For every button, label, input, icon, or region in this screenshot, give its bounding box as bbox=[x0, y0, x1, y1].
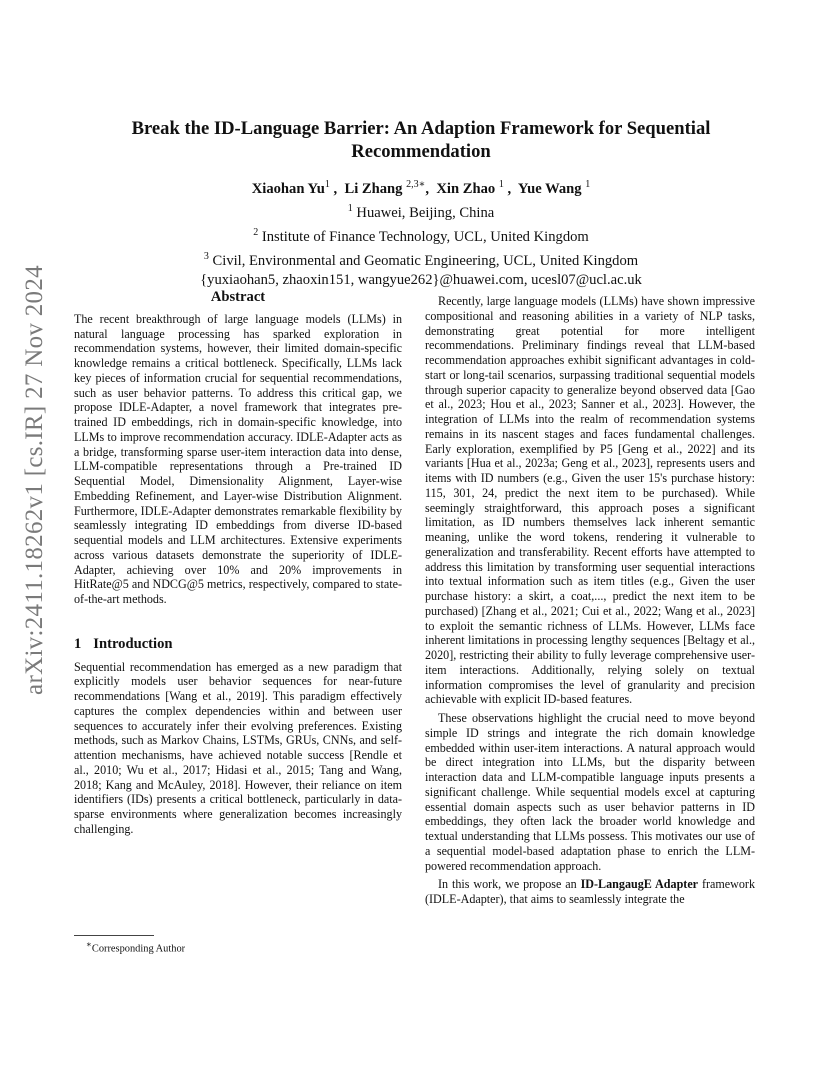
title-line-1: Break the ID-Language Barrier: An Adaption Framework for Sequential bbox=[131, 118, 711, 139]
author-affil-mark: 1 bbox=[498, 179, 504, 190]
section-title: Introduction bbox=[93, 635, 173, 652]
intro-paragraph-2: Recently, large language models (LLMs) have shown impressive compositional and reasoning abilities in a variety of NLP tasks, demonstrating great potential for more intelligent recommendations. Preliminary findings reveal that LLM-based recommendation approaches exhibit significant advantages in cold-start or long-tail scenarios, surpassing traditional sequential models through superior capacity to generalize beyond observed data [Gao et al., 2023; Hou et al., 2023; Sanner et al., 2023]. However, the integration of LLMs into the realm of recommendation systems remains in its nascent stages and faces fundamental challenges. Early exploration, exemplified by P5 [Geng et al., 2022] and its variants [Hua et al., 2023a; Geng et al., 2023], represents users and items with ID numbers (e.g., Given the user 15's purchase history: 115, 301, 24, predict the next item to be purchased). While seemingly straightforward, this approach poses a significant limitation, as ID numbers themselves lack inherent semantic meaning, unlike the word tokens, rendering it vulnerable to generalization and transferability. Recent efforts have attempted to address this limitation by transforming user sequential interactions into textual information such as item titles (e.g., Given the user purchase history: a skirt, a coat,..., predict the next item to be purchased) [Zhang et al., 2021; Cui et al., 2022; Wang et al., 2023] to exploit the semantic richness of LLMs. However, LLMs face inherent limitations in processing lengthy sequences [Beltagy et al., 2020], restricting their ability to fully leverage comprehensive user-item interactions. Additionally, relying solely on textual information compromises the level of granularity and precision achievable with explicit ID-based features. bbox=[425, 294, 755, 707]
paragraph-4-end: framework (IDLE-Adapter), that aims to seamlessly integrate the bbox=[425, 877, 756, 906]
footnote-mark: ∗ bbox=[86, 939, 92, 949]
author-name: Li Zhang bbox=[344, 180, 403, 197]
author-name: Yue Wang bbox=[517, 180, 582, 197]
author-name: Xin Zhao bbox=[436, 180, 496, 197]
footnote bbox=[74, 935, 402, 954]
arxiv-sidebar bbox=[10, 200, 60, 760]
author-affil-mark: 1 bbox=[585, 179, 591, 190]
affiliation bbox=[74, 247, 768, 271]
affil-mark: 3 bbox=[203, 250, 209, 262]
abstract-text: The recent breakthrough of large language models (LLMs) in natural language processing has sparked exploration in recommendation systems, however, their limited domain-specific knowledge remains a critical bottleneck. Specifically, LLMs lack key pieces of information crucial for sequential recommendations, such as user behavior patterns. To address this critical gap, we propose IDLE-Adapter, a novel framework that integrates pre-trained ID embeddings, rich in domain-specific knowledge, into LLMs to improve recommendation accuracy. IDLE-Adapter acts as a bridge, transforming sparse user-item interaction data into dense, LLM-compatible representations through a Pre-trained ID Sequential Model, Dimensionality Alignment, Layer-wise Embedding Refinement, and Layer-wise Distribution Alignment. Furthermore, IDLE-Adapter demonstrates remarkable flexibility by seamlessly integrating ID embeddings from diverse ID-based sequential models and LLM architectures. Extensive experiments across various datasets demonstrate the superiority of IDLE-Adapter, achieving over 10% and 20% improvements in HitRate@5 and NDCG@5 metrics, respectively, compared to state-of-the-art methods. bbox=[74, 311, 402, 606]
title-line-2: Recommendation bbox=[351, 141, 491, 162]
right-column bbox=[425, 294, 755, 907]
author-emails: {yuxiaohan5, zhaoxin151, wangyue262}@huawei.com, ucesl07@ucl.ac.uk bbox=[200, 272, 642, 289]
framework-name: ID-LangaugE Adapter bbox=[580, 877, 699, 892]
footnote-text: Corresponding Author bbox=[91, 943, 186, 955]
author-list: Xiaohan Yu$^1$ , Li Zhang $^{2,3∗}$, Xin Zhao $^1$ , Yue Wang $^1$ bbox=[251, 179, 591, 197]
paper-header bbox=[74, 117, 768, 290]
footnote-rule bbox=[74, 935, 154, 936]
abstract-heading: Abstract bbox=[210, 289, 266, 305]
paragraph-4-start: In this work, we propose an bbox=[438, 877, 581, 892]
affil-mark: 1 bbox=[347, 202, 353, 214]
author-affil-mark: 1 bbox=[324, 179, 330, 190]
author-name: Xiaohan Yu bbox=[251, 180, 325, 197]
affil-mark: 2 bbox=[253, 226, 259, 238]
affiliation bbox=[74, 223, 768, 247]
paper-title bbox=[74, 117, 768, 163]
left-column bbox=[74, 290, 402, 837]
affiliation bbox=[74, 199, 768, 223]
affil-text: Institute of Finance Technology, UCL, United Kingdom bbox=[261, 228, 589, 245]
affil-text: Huawei, Beijing, China bbox=[356, 204, 495, 221]
intro-paragraph-4 bbox=[425, 877, 755, 907]
affil-text: Civil, Environmental and Geomatic Engineering, UCL, United Kingdom bbox=[212, 252, 639, 269]
section-number: 1 bbox=[74, 635, 82, 652]
section-heading-introduction bbox=[74, 637, 402, 652]
intro-paragraph-3: These observations highlight the crucial need to move beyond simple ID strings and integrate the rich domain knowledge embedded within user-item interactions. A natural approach would be direct integration into LLMs, but the disparity between interaction data and LLM-compatible language inputs presents a significant challenge. While sequential models excel at capturing essential domain aspects such as user behavior patterns in ID embeddings, they often lack the broader world knowledge and textual understanding that LLMs possess. This motivates our use of a sequential model-based adaptation phase to enrich the LLM-powered recommendation approach. bbox=[425, 711, 755, 873]
author-affil-mark: 2,3∗ bbox=[406, 179, 426, 190]
arxiv-identifier: arXiv:2411.18262v1 [cs.IR] 27 Nov 2024 bbox=[21, 265, 48, 695]
intro-paragraph-1: Sequential recommendation has emerged as a new paradigm that explicitly models user behavior sequences for near-future recommendations [Wang et al., 2019]. This paradigm effectively captures the complex dependencies within and between user sequences to accurately infer their evolving preferences. Existing methods, such as Markov Chains, LSTMs, GRUs, CNNs, and self-attention mechanisms, have achieved notable success [Rendle et al., 2010; Wu et al., 2017; Hidasi et al., 2015; Tang and Wang, 2018; Kang and McAuley, 2018]. However, their reliance on item identifiers (IDs) presents a critical bottleneck, particularly in data-sparse environments where generalization becomes increasingly challenging. bbox=[74, 659, 402, 836]
